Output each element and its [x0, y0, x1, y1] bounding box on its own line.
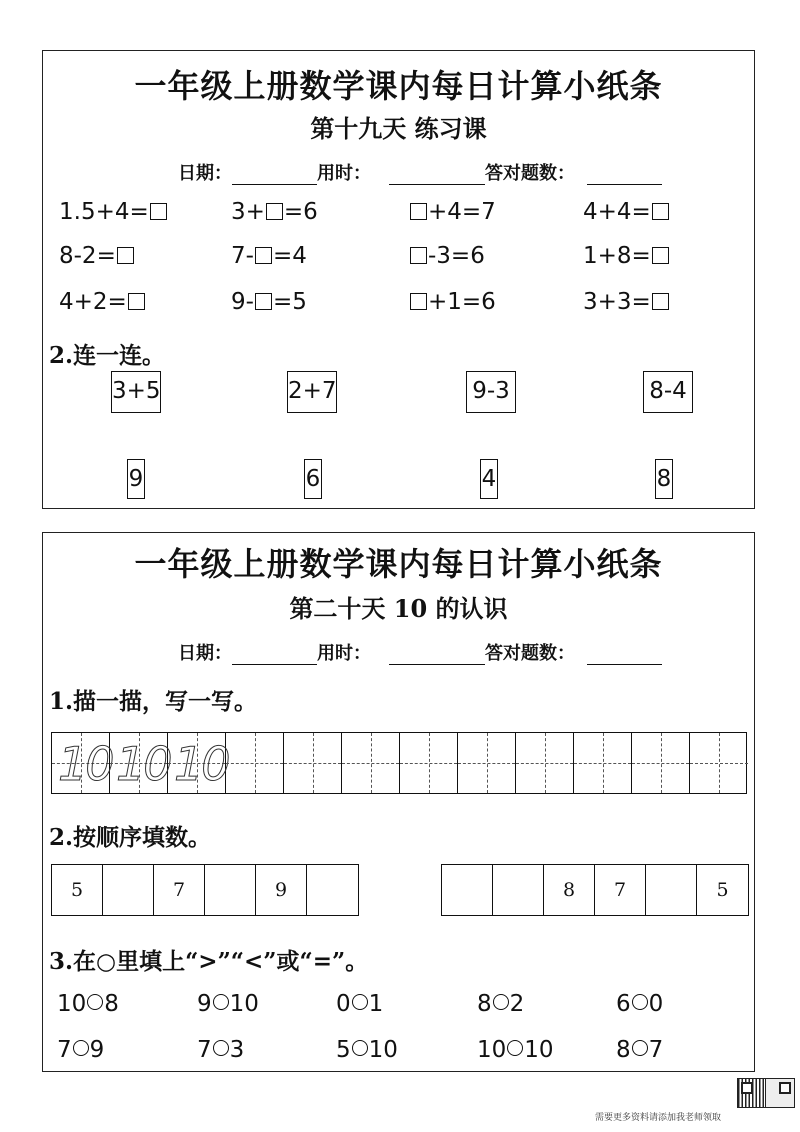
answer-circle[interactable]: [507, 1040, 523, 1056]
teacher-avatar-icon: [765, 1078, 795, 1108]
writing-cell[interactable]: [342, 733, 400, 793]
sequence-cell: 5: [716, 879, 729, 901]
comparison: [57, 1037, 104, 1063]
answer-circle[interactable]: [632, 994, 648, 1010]
number-box[interactable]: 8: [655, 459, 673, 499]
equation: [583, 289, 670, 315]
sequence-cell: 7: [154, 865, 205, 915]
comparison: [616, 1037, 663, 1063]
equation-part: 7-: [231, 243, 254, 269]
equation: [59, 289, 146, 315]
guide-line: [429, 733, 430, 793]
left-number: 0: [336, 991, 351, 1017]
sheet-title: 一年级上册数学课内每日计算小纸条: [134, 545, 663, 583]
right-number: 3: [229, 1037, 245, 1063]
equation: [59, 243, 135, 269]
equation-part: 3+3=: [583, 289, 651, 315]
equation-part: +4=7: [428, 199, 496, 225]
equation-part: 9-: [231, 289, 254, 315]
writing-cell[interactable]: [168, 733, 229, 793]
guide-line: [719, 733, 720, 793]
section-heading-connect: 2.连一连。: [49, 342, 166, 369]
sequence-cell: 8: [544, 865, 595, 915]
answer-box[interactable]: [255, 247, 272, 264]
section-heading-compare: 3.在○里填上“>”“<”或“=”。: [49, 948, 369, 975]
section-number: 1.: [59, 199, 81, 225]
answer-box[interactable]: [255, 293, 272, 310]
answer-circle[interactable]: [87, 994, 103, 1010]
equation: [231, 199, 318, 225]
left-number: 7: [197, 1037, 212, 1063]
left-number: 8: [616, 1037, 631, 1063]
equation-part: 4+2=: [59, 289, 127, 315]
left-number: 5: [336, 1037, 351, 1063]
right-number: 0: [648, 991, 664, 1017]
guide-line: [255, 733, 256, 793]
equation-part: =4: [272, 243, 307, 269]
answer-circle[interactable]: [632, 1040, 648, 1056]
worksheet-day20: [42, 532, 755, 1072]
guide-line: [661, 733, 662, 793]
equation-part: 3+: [231, 199, 265, 225]
answer-box[interactable]: [266, 203, 283, 220]
answer-circle[interactable]: [73, 1040, 89, 1056]
guide-line: [313, 733, 314, 793]
equation-part: =5: [272, 289, 307, 315]
comparison: [57, 991, 119, 1017]
left-number: 10: [477, 1037, 507, 1063]
answer-box[interactable]: [410, 203, 427, 220]
guide-line: [487, 733, 488, 793]
writing-cell[interactable]: [110, 733, 171, 793]
section-heading-trace: 1.描一描，写一写。: [49, 688, 258, 715]
answer-circle[interactable]: [352, 1040, 368, 1056]
writing-cell[interactable]: [632, 733, 690, 793]
sequence-cell[interactable]: [103, 865, 154, 915]
date-label: 日期：: [178, 643, 232, 664]
sequence-cell[interactable]: [442, 865, 493, 915]
equation: [583, 199, 670, 225]
equation: [409, 243, 485, 269]
equation-part: 4+4=: [583, 199, 651, 225]
equation-part: -3=6: [428, 243, 485, 269]
equation-part: 8-2=: [59, 243, 116, 269]
expression-box[interactable]: 2+7: [287, 371, 337, 413]
sequence-cell: 9: [256, 865, 307, 915]
right-number: 2: [509, 991, 525, 1017]
footer-note: 需要更多资料请添加我老师领取: [595, 1113, 722, 1123]
equation-part: =6: [283, 199, 318, 225]
sheet-subtitle: 第二十天 10 的认识: [289, 594, 508, 623]
right-number: 10: [229, 991, 259, 1017]
right-number: 7: [648, 1037, 664, 1063]
tracing-grid: [51, 732, 747, 794]
sequence-cell: 7: [595, 865, 646, 915]
answer-circle[interactable]: [213, 994, 229, 1010]
answer-circle[interactable]: [352, 994, 368, 1010]
sequence-cell[interactable]: [493, 865, 544, 915]
score-label: 答对题数：: [485, 643, 575, 664]
comparison: [616, 991, 663, 1017]
sequence-cell[interactable]: [307, 865, 358, 915]
date-label: 日期：: [178, 163, 232, 184]
equation: [583, 243, 670, 269]
time-blank[interactable]: [389, 164, 485, 185]
score-blank[interactable]: [587, 644, 662, 665]
trace-number: 10: [116, 737, 171, 791]
comparison: [477, 991, 524, 1017]
sequence-cell: 5: [52, 865, 103, 915]
comparison: [197, 1037, 244, 1063]
comparison: [477, 1037, 554, 1063]
sequence-cell[interactable]: [205, 865, 256, 915]
sequence-row-left: [51, 864, 359, 916]
date-blank[interactable]: [232, 644, 317, 665]
equation: [409, 199, 496, 225]
number-box[interactable]: 9: [127, 459, 145, 499]
answer-box[interactable]: [410, 247, 427, 264]
right-number: 9: [89, 1037, 105, 1063]
equation-part: 1+8=: [583, 243, 651, 269]
guide-line: [371, 733, 372, 793]
sequence-row-right: [441, 864, 749, 916]
answer-box[interactable]: [410, 293, 427, 310]
right-number: 8: [104, 991, 119, 1017]
equation-part: 5+4=: [80, 199, 149, 225]
equation: [409, 289, 496, 315]
time-label: 用时：: [317, 163, 371, 184]
qr-code-icon: [737, 1078, 767, 1108]
date-blank[interactable]: [232, 164, 317, 185]
score-label: 答对题数：: [485, 163, 575, 184]
writing-cell[interactable]: [284, 733, 342, 793]
writing-cell[interactable]: [400, 733, 458, 793]
writing-cell[interactable]: [574, 733, 632, 793]
score-blank[interactable]: [587, 164, 662, 185]
sequence-cell[interactable]: [646, 865, 697, 915]
guide-line: [603, 733, 604, 793]
time-label: 用时：: [317, 643, 371, 664]
equation-part: +1=6: [428, 289, 496, 315]
comparison: [336, 1037, 398, 1063]
equation: [231, 243, 307, 269]
right-number: 10: [524, 1037, 554, 1063]
answer-box[interactable]: [117, 247, 134, 264]
equation: [231, 289, 307, 315]
answer-box[interactable]: [128, 293, 145, 310]
sheet-title: 一年级上册数学课内每日计算小纸条: [134, 67, 663, 105]
expression-box[interactable]: 9-3: [466, 371, 516, 413]
comparison: [197, 991, 259, 1017]
expression-box[interactable]: 8-4: [643, 371, 693, 413]
answer-circle[interactable]: [213, 1040, 229, 1056]
left-number: 8: [477, 991, 492, 1017]
left-number: 7: [57, 1037, 72, 1063]
writing-cell[interactable]: [458, 733, 516, 793]
answer-box[interactable]: [150, 203, 167, 220]
answer-box[interactable]: [652, 203, 669, 220]
expression-box[interactable]: 3+5: [111, 371, 161, 413]
section-heading-sequence: 2.按顺序填数。: [49, 824, 212, 851]
writing-cell[interactable]: [226, 733, 284, 793]
comparison: [336, 991, 383, 1017]
number-box[interactable]: 6: [304, 459, 322, 499]
answer-box[interactable]: [652, 247, 669, 264]
info-line: [178, 639, 662, 665]
number-box[interactable]: 4: [480, 459, 498, 499]
left-number: 6: [616, 991, 631, 1017]
writing-cell[interactable]: [690, 733, 748, 793]
time-blank[interactable]: [389, 644, 485, 665]
equation: [59, 199, 168, 225]
info-line: [178, 159, 662, 185]
left-number: 10: [57, 991, 87, 1017]
worksheet-day19: [42, 50, 755, 509]
right-number: 10: [368, 1037, 398, 1063]
sheet-subtitle: 第十九天 练习课: [310, 114, 487, 143]
writing-cell[interactable]: [516, 733, 574, 793]
answer-box[interactable]: [652, 293, 669, 310]
right-number: 1: [368, 991, 384, 1017]
left-number: 9: [197, 991, 212, 1017]
trace-number: 10: [174, 737, 229, 791]
guide-line: [545, 733, 546, 793]
answer-circle[interactable]: [493, 994, 509, 1010]
writing-cell[interactable]: [52, 733, 113, 793]
trace-number: 10: [58, 737, 113, 791]
